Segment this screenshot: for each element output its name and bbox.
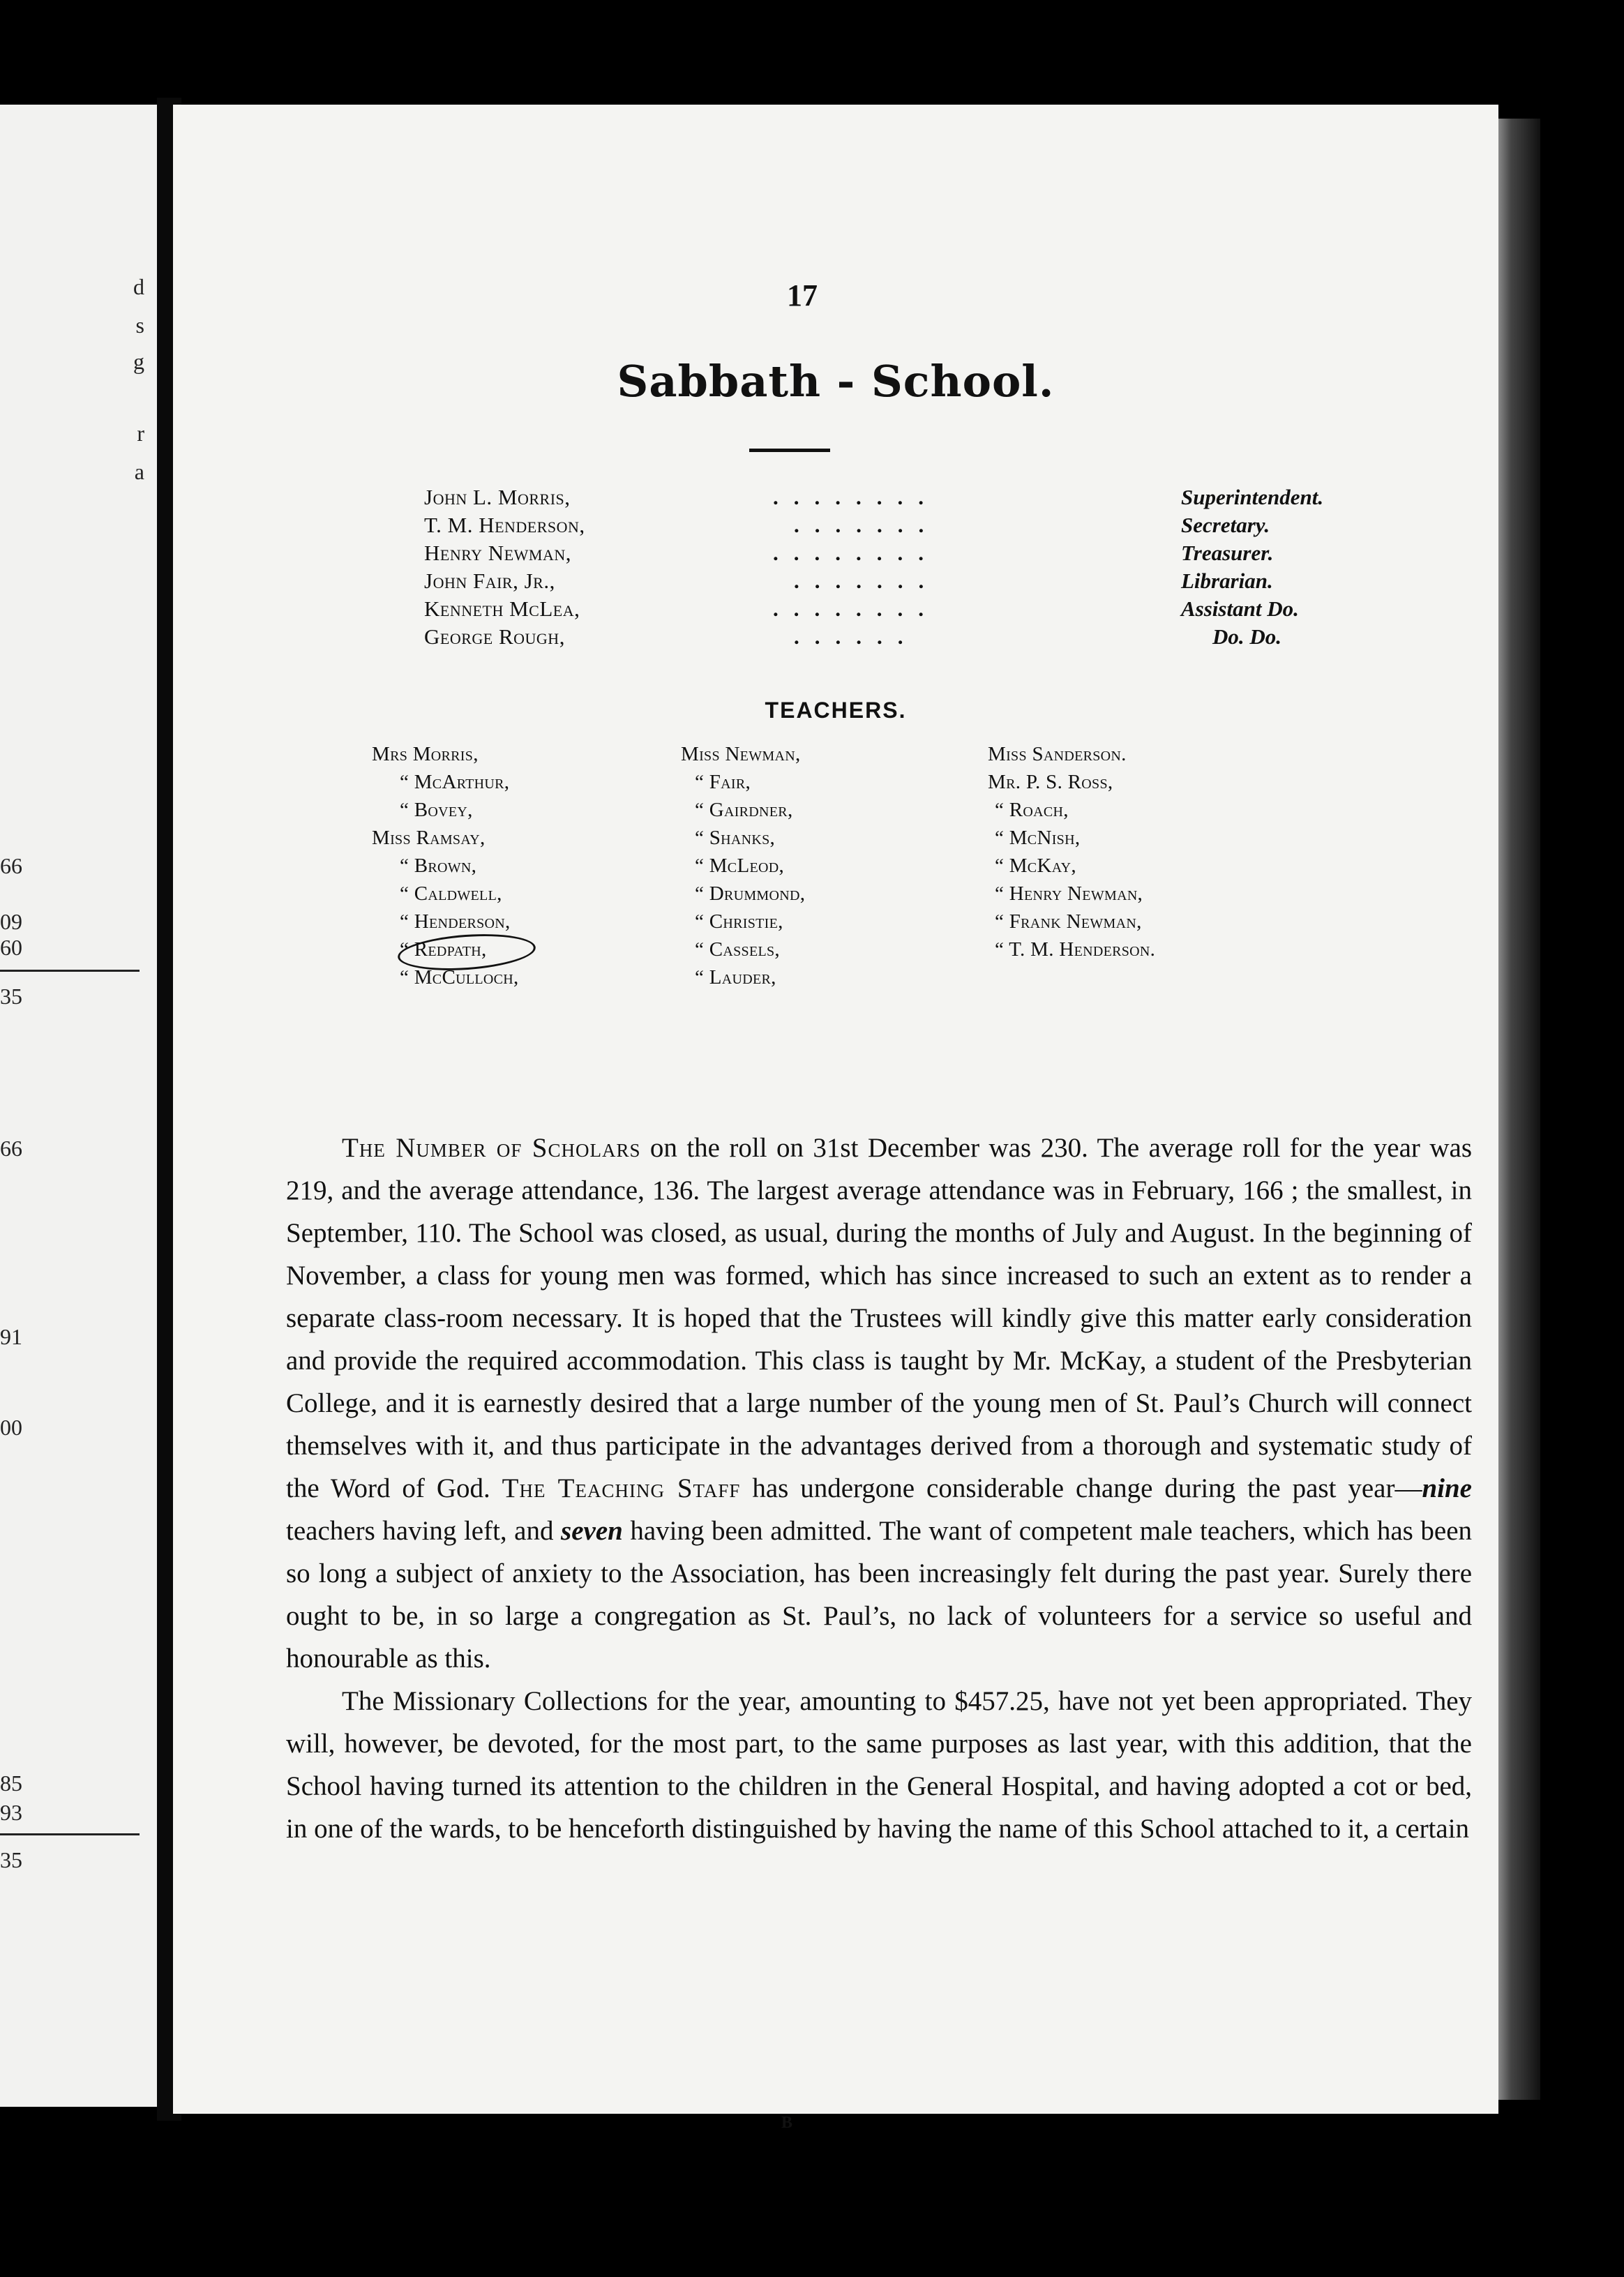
margin-fragment: 85 (0, 1771, 22, 1796)
teacher-entry: “ Shanks, (695, 827, 776, 849)
officer-row (424, 569, 1401, 596)
margin-fragment: 91 (0, 1324, 22, 1349)
paragraph-text: on the roll on 31st December was 230. The average roll for the year was 219, and the average attendance, 136. The largest average attendance was in February, 166 ; the smallest, in September, 110. The School was closed, as usual, during the months of July and August. In the beginning of November, a class for young men was formed, which has since increased to such an extent as to render a separate class-room necessary. It is hoped that the Trustees will kindly give this matter early consideration and provide the required accommodation. This class is taught by Mr. McKay, a student of the Presbyterian College, and it is earnestly desired that a large number of the young men of St. Paul’s Church will connect themselves with it, and thus participate in the advantages derived from a thorough and systematic study of the Word of God. (286, 1133, 1472, 1503)
paragraph-lead: The Number of Scholars (342, 1133, 641, 1163)
paragraph-text: teachers having left, and (286, 1516, 562, 1546)
teachers-heading: TEACHERS. (765, 698, 907, 723)
margin-fragment: 93 (0, 1800, 22, 1825)
officer-role: Assistant Do. (1181, 596, 1299, 621)
officer-row (424, 596, 1401, 624)
margin-fragment: 35 (0, 984, 22, 1009)
teacher-entry: Miss Newman, (681, 743, 801, 765)
margin-fragment: 60 (0, 935, 22, 960)
teacher-entry: “ Roach, (995, 799, 1069, 821)
teacher-entry: Mrs Morris, (372, 743, 479, 765)
leader-dots: ........ (773, 541, 939, 565)
teacher-entry: “ McNish, (995, 827, 1081, 849)
leader-dots: ....... (794, 569, 940, 593)
teacher-entry: “ McKay, (995, 855, 1076, 877)
leader-dots: ........ (773, 485, 939, 509)
officer-row (424, 513, 1401, 541)
body-text (286, 1127, 1472, 1850)
teacher-entry: “ Drummond, (695, 882, 806, 905)
teacher-entry: “ Bovey, (400, 799, 473, 821)
teacher-entry: “ McLeod, (695, 855, 785, 877)
teacher-entry: “ Fair, (695, 771, 751, 793)
page-number: 17 (787, 278, 818, 313)
teacher-entry: “ McArthur, (400, 771, 510, 793)
margin-fragment: a (134, 459, 144, 484)
officers-list (424, 485, 1401, 652)
margin-fragment: r (137, 421, 144, 446)
teacher-entry: “ Christie, (695, 910, 783, 933)
officer-row (424, 485, 1401, 513)
officer-role: Treasurer. (1181, 541, 1274, 565)
book-page (173, 105, 1498, 2132)
facing-page (0, 105, 157, 2107)
paragraph-collections: The Missionary Collections for the year, amounting to $457.25, have not yet been appropriated. They will, however, be devoted, for the most part, to the same purposes as last year, with this addition, that the School having turned its attention to the children in the General Hospital, and having adopted a cot or bed, in one of the wards, to be henceforth distinguished by having the name of this School attached to it, a certain (286, 1686, 1472, 1844)
teacher-entry: Mr. P. S. Ross, (988, 771, 1113, 793)
teacher-entry: “ Caldwell, (400, 882, 502, 905)
teachers-column-3 (988, 743, 1155, 966)
officer-role: Secretary. (1181, 513, 1270, 537)
margin-fragment: 00 (0, 1415, 22, 1440)
teacher-entry: “ Redpath, (400, 938, 487, 961)
teacher-entry: “ Henderson, (400, 910, 511, 933)
signature-mark: B (781, 2114, 793, 2132)
page-title: Sabbath - School. (617, 356, 1055, 407)
margin-fragment: 09 (0, 909, 22, 934)
margin-rule (0, 1833, 140, 1835)
teacher-entry: “ Gairdner, (695, 799, 793, 821)
teacher-entry: Miss Sanderson. (988, 743, 1127, 765)
officer-row (424, 541, 1401, 569)
leader-dots: ........ (773, 596, 939, 621)
emphasis: nine (1422, 1473, 1472, 1503)
paragraph-scholars (286, 1127, 1472, 1680)
margin-fragment: 35 (0, 1847, 22, 1872)
teacher-entry: “ Lauder, (695, 966, 776, 989)
teacher-entry: “ McCulloch, (400, 966, 519, 989)
officer-name: George Rough, (424, 624, 565, 649)
teacher-entry: “ Brown, (400, 855, 477, 877)
page-edge (1498, 119, 1540, 2100)
officer-role: Librarian. (1181, 569, 1273, 593)
paragraph-lead: The Teaching Staff (502, 1473, 741, 1503)
officer-role: Superintendent. (1181, 485, 1324, 509)
officer-name: John Fair, Jr., (424, 569, 555, 593)
teacher-entry: “ Frank Newman, (995, 910, 1142, 933)
officer-name: John L. Morris, (424, 485, 571, 509)
officer-name: T. M. Henderson, (424, 513, 585, 537)
leader-dots: ...... (794, 624, 919, 649)
leader-dots: ....... (794, 513, 940, 537)
officer-name: Henry Newman, (424, 541, 571, 565)
paragraph-text: has undergone considerable change during the past year— (740, 1473, 1422, 1503)
officer-row (424, 624, 1401, 652)
teacher-entry: “ T. M. Henderson. (995, 938, 1156, 961)
margin-fragment: 66 (0, 1136, 22, 1161)
margin-rule (0, 970, 140, 972)
margin-fragment: 66 (0, 853, 22, 878)
teacher-entry: “ Henry Newman, (995, 882, 1143, 905)
teacher-entry: Miss Ramsay, (372, 827, 486, 849)
emphasis: seven (561, 1516, 623, 1546)
officer-role: Do. Do. (1212, 624, 1282, 649)
paragraph-text: having been admitted. The want of competent male teachers, which has been so long a subject of anxiety to the Association, has been increasingly felt during the past year. Surely there ought to be, in so large a congregation as St. Paul’s, no lack of volunteers for a service so useful and honourable as this. (286, 1516, 1472, 1674)
teachers-column-2 (681, 743, 805, 994)
teacher-entry: “ Cassels, (695, 938, 780, 961)
title-rule (749, 449, 830, 452)
margin-fragment: d (133, 274, 144, 299)
margin-fragment: s (135, 313, 144, 338)
officer-name: Kenneth McLea, (424, 596, 580, 621)
margin-fragment: g (133, 349, 144, 374)
